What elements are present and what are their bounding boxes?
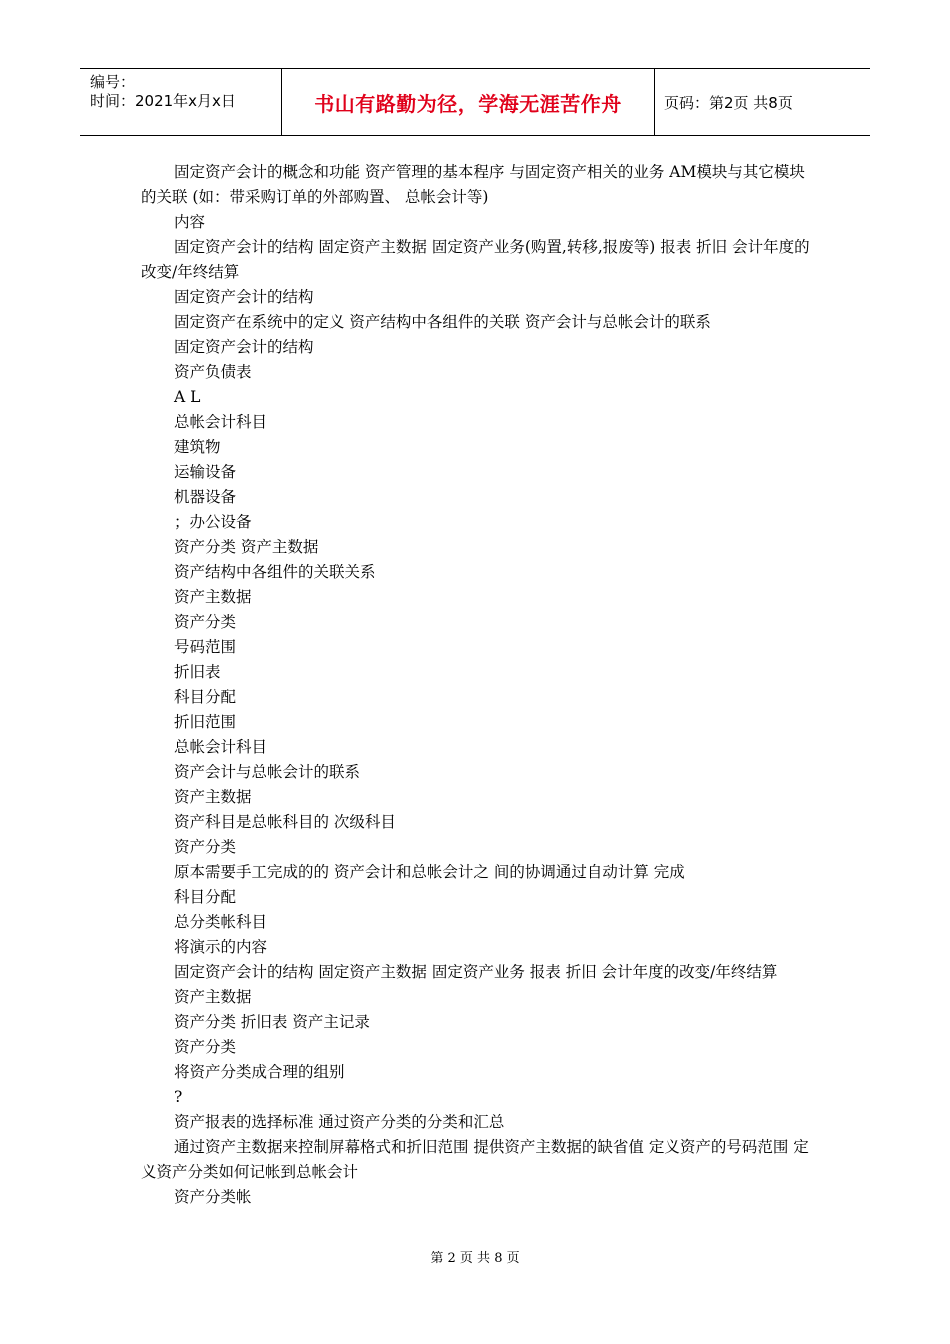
paragraph: 原本需要手工完成的的 资产会计和总帐会计之 间的协调通过自动计算 完成 (174, 863, 685, 881)
paragraph: 固定资产会计的结构 (174, 338, 314, 356)
serial-number-label: 编号： (90, 73, 136, 91)
date-label: 时间：2021年x月x日 (90, 92, 236, 110)
paragraph: 资产分类 (174, 1038, 237, 1056)
paragraph: 资产主数据 (174, 788, 252, 806)
header-meta (80, 69, 282, 135)
paragraph: 运输设备 (174, 463, 237, 481)
paragraph: 固定资产会计的结构 固定资产主数据 固定资产业务(购置,转移,报废等) 报表 折旧 会计年度的改变/年终结算 (141, 238, 810, 281)
paragraph: 资产报表的选择标准 通过资产分类的分类和汇总 (174, 1113, 505, 1131)
header-page-cell (655, 69, 870, 135)
paragraph: 资产分类帐 (174, 1188, 252, 1206)
paragraph: 资产分类 折旧表 资产主记录 (174, 1013, 370, 1031)
paragraph: 资产主数据 (174, 588, 252, 606)
document-body (141, 160, 816, 1210)
paragraph: 将演示的内容 (174, 938, 268, 956)
paragraph: 号码范围 (174, 638, 237, 656)
header-page-number: 页码：第2页 共8页 (664, 93, 793, 112)
paragraph: 资产负债表 (174, 363, 252, 381)
paragraph: ? (174, 1088, 183, 1106)
paragraph: A L (174, 388, 201, 406)
paragraph: 资产分类 (174, 838, 237, 856)
paragraph: 总帐会计科目 (174, 738, 268, 756)
paragraph: 折旧范围 (174, 713, 237, 731)
paragraph: 资产分类 资产主数据 (174, 538, 319, 556)
paragraph: 固定资产会计的结构 固定资产主数据 固定资产业务 报表 折旧 会计年度的改变/年终结算 (174, 963, 778, 981)
paragraph: 总分类帐科目 (174, 913, 268, 931)
paragraph: 将资产分类成合理的组别 (174, 1063, 345, 1081)
paragraph: 通过资产主数据来控制屏幕格式和折旧范围 提供资产主数据的缺省值 定义资产的号码范围 定义资产分类如何记帐到总帐会计 (141, 1138, 809, 1181)
paragraph: 资产分类 (174, 613, 237, 631)
paragraph: 固定资产在系统中的定义 资产结构中各组件的关联 资产会计与总帐会计的联系 (174, 313, 711, 331)
paragraph: 折旧表 (174, 663, 221, 681)
document-header (80, 68, 870, 136)
paragraph: 固定资产会计的结构 (174, 288, 314, 306)
page-footer: 第 2 页 共 8 页 (430, 1251, 520, 1266)
paragraph: 资产结构中各组件的关联关系 (174, 563, 376, 581)
paragraph: 资产科目是总帐科目的 次级科目 (174, 813, 396, 831)
paragraph: 总帐会计科目 (174, 413, 268, 431)
paragraph: 内容 (174, 213, 206, 231)
paragraph: ；办公设备 (174, 513, 252, 531)
paragraph: 科目分配 (174, 688, 237, 706)
paragraph: 资产主数据 (174, 988, 252, 1006)
header-motto: 书山有路勤为径，学海无涯苦作舟 (314, 91, 622, 116)
paragraph: 固定资产会计的概念和功能 资产管理的基本程序 与固定资产相关的业务 AM模块与其它模块的关联 (如：带采购订单的外部购置、 总帐会计等) (141, 163, 805, 206)
header-motto-cell (282, 69, 655, 135)
paragraph: 建筑物 (174, 438, 221, 456)
paragraph: 资产会计与总帐会计的联系 (174, 763, 361, 781)
paragraph: 机器设备 (174, 488, 237, 506)
paragraph: 科目分配 (174, 888, 237, 906)
